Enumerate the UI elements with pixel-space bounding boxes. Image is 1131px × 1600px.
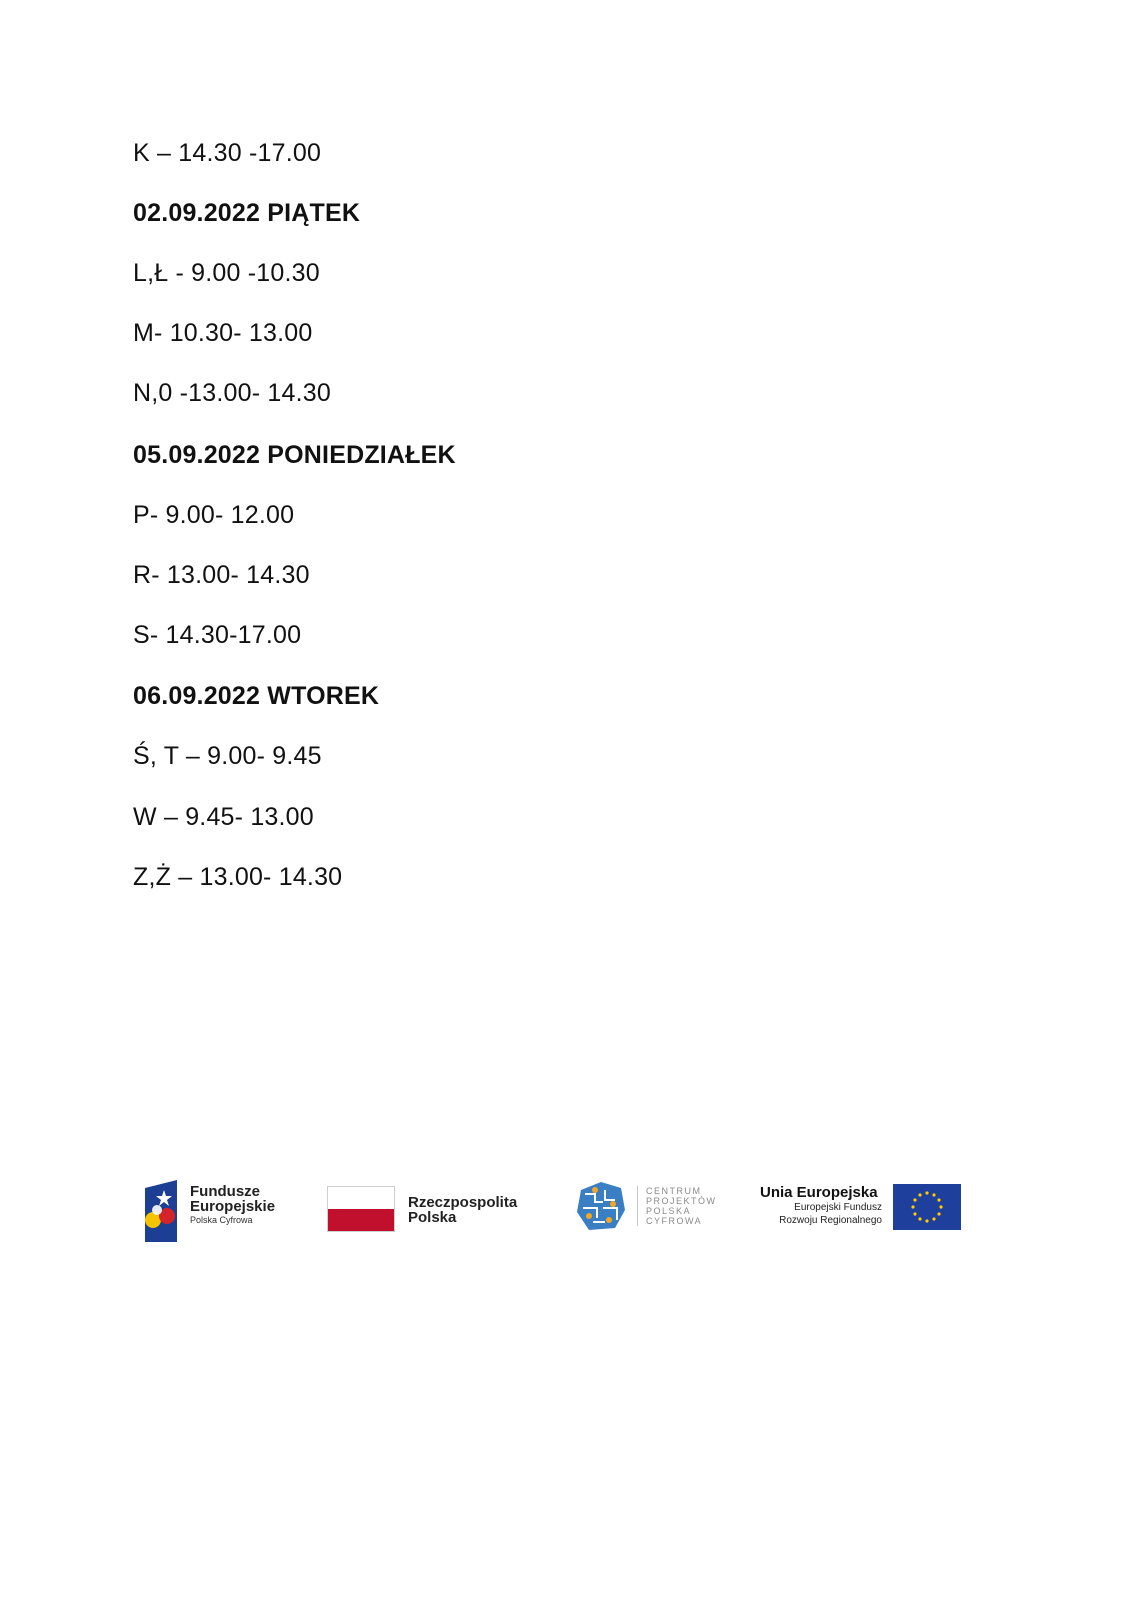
cppc-line4: CYFROWA — [646, 1216, 703, 1226]
fe-star-icon — [145, 1180, 179, 1242]
cppc-divider — [637, 1186, 638, 1226]
schedule-line-n: N,0 -13.00- 14.30 — [133, 379, 331, 407]
cppc-line2: PROJEKTÓW — [646, 1196, 717, 1206]
cppc-line3: POLSKA — [646, 1206, 692, 1216]
schedule-line-k: K – 14.30 -17.00 — [133, 139, 322, 167]
schedule-line-s-t: Ś, T – 9.00- 9.45 — [133, 742, 322, 770]
schedule-line-p: P- 9.00- 12.00 — [133, 501, 295, 529]
schedule-line-l: L,Ł - 9.00 -10.30 — [133, 259, 320, 287]
rp-line2: Polska — [408, 1209, 457, 1226]
eu-flag-icon — [893, 1184, 961, 1230]
polish-flag-icon — [327, 1186, 395, 1232]
logo-fundusze-europejskie — [145, 1183, 285, 1262]
ue-sub1: Europejski Fundusz — [794, 1202, 882, 1213]
schedule-line-r: R- 13.00- 14.30 — [133, 561, 310, 589]
logo-rzeczpospolita-polska — [327, 1192, 537, 1262]
schedule-line-m: M- 10.30- 13.00 — [133, 319, 313, 347]
date-heading-wtorek: 06.09.2022 WTOREK — [133, 682, 380, 710]
schedule-line-z: Z,Ż – 13.00- 14.30 — [133, 863, 343, 891]
fe-line3: Polska Cyfrowa — [190, 1215, 253, 1225]
rp-line1: Rzeczpospolita — [408, 1194, 518, 1211]
fe-line2: Europejskie — [190, 1198, 276, 1215]
ue-sub2: Rozwoju Regionalnego — [779, 1215, 882, 1226]
cppc-maze-icon — [575, 1180, 627, 1232]
fe-line1: Fundusze — [190, 1183, 260, 1200]
ue-title: Unia Europejska — [760, 1184, 878, 1201]
cppc-line1: CENTRUM — [646, 1186, 702, 1196]
date-heading-poniedzialek: 05.09.2022 PONIEDZIAŁEK — [133, 441, 456, 469]
date-heading-piatek: 02.09.2022 PIĄTEK — [133, 199, 361, 227]
logo-unia-europejska — [760, 1184, 992, 1262]
schedule-line-s: S- 14.30-17.00 — [133, 621, 302, 649]
funding-logos-footer — [130, 1183, 990, 1262]
schedule-line-w: W – 9.45- 13.00 — [133, 803, 314, 831]
logo-centrum-projektow — [575, 1186, 725, 1262]
